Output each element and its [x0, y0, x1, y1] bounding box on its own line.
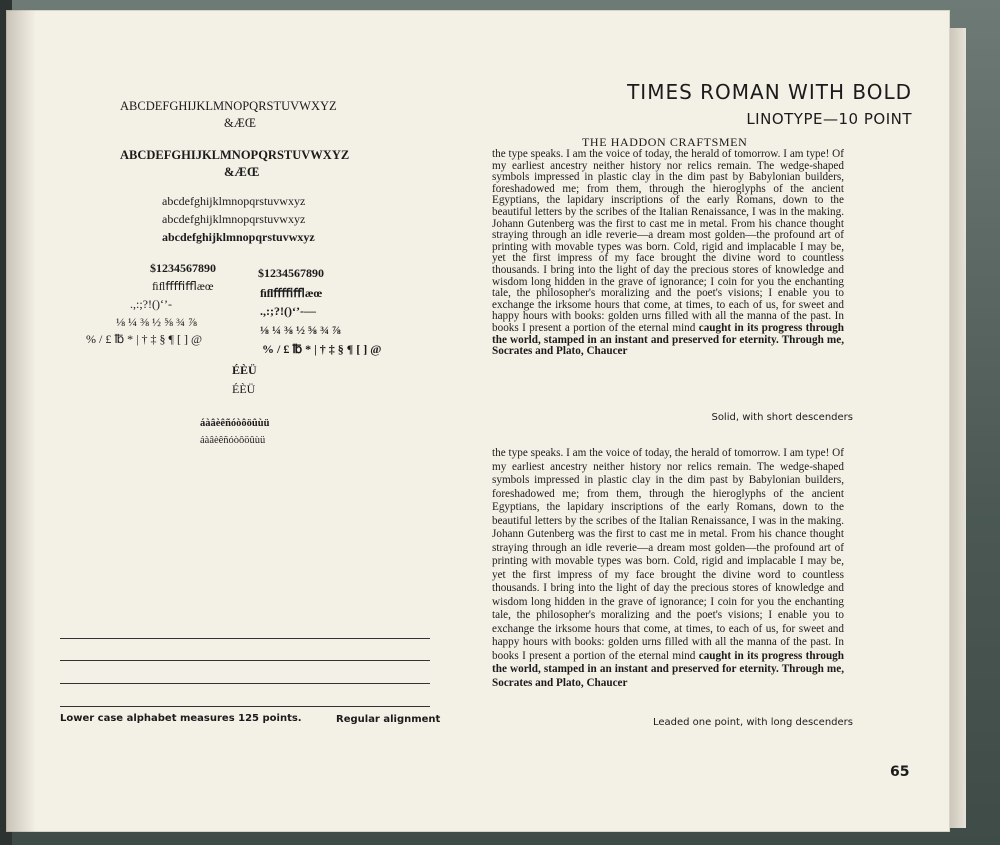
ligatures-roman: ﬁﬂﬀﬃﬄæœ	[152, 279, 214, 293]
accented-lower-roman: áàâèêñóòôöûùü	[200, 435, 266, 446]
fractions-roman: ⅛ ¼ ⅜ ½ ⅝ ¾ ⅞	[116, 315, 197, 329]
ruled-line	[60, 638, 430, 639]
caption-solid: Solid, with short descenders	[711, 412, 853, 423]
ruled-line	[60, 706, 430, 707]
accented-caps-bold: ÉÈÜ	[232, 363, 257, 377]
sample-regular-text: the type speaks. I am the voice of today, the herald of tomorrow. I am type! Of my earliest ancestry neither history nor relics remain. The wedge-shaped symbols impressed in plastic clay in the dim past by Babylonian builders, foreshadowed me; from them, through the hieroglyphs of the ancient Egyptians, the lapidary inscriptions of the early Romans, down to the beautiful letters by the scribes of the Italian Renaissance, I was in the making. Johann Gutenberg was the first to cast me in metal. From his chance thought straying through an idle reverie—a dream most golden—the profound art of printing with movable types was born. Cold, rigid and implacable I may be, yet the first impress of my face brought the divine word to countless thousands. I bring into the light of day the precious stores of knowledge and wisdom long hidden in the grave of ignorance; I coin for you the enchanting tale, the philosopher's moralizing and the poet's visions; I enable you to exchange the irksome hours that come, at times, to each of us, for sweet and happy hours with books: golden urns filled with all the manna of the past. In books I present a portion of the eternal mind	[492, 148, 844, 334]
caps-bold-ligatures: &ÆŒ	[224, 165, 260, 179]
punctuation-roman: .,:;?!()‘’-	[130, 297, 172, 311]
lowercase-roman-alt: abcdefghijklmnopqrstuvwxyz	[162, 212, 306, 226]
alignment-note: Regular alignment	[336, 714, 441, 725]
ligatures-bold: ﬁﬂﬀﬃﬄæœ	[260, 286, 323, 300]
punctuation-bold: .,:;?!()‘’-—	[260, 304, 316, 318]
ruled-line	[60, 660, 430, 661]
caps-roman-ligatures: &ÆŒ	[224, 116, 256, 130]
caps-roman: ABCDEFGHIJKLMNOPQRSTUVWXYZ	[120, 99, 337, 113]
gutter-shadow	[6, 10, 36, 832]
fractions-bold: ⅛ ¼ ⅜ ½ ⅝ ¾ ⅞	[260, 323, 341, 337]
lowercase-roman: abcdefghijklmnopqrstuvwxyz	[162, 194, 306, 208]
caption-leaded: Leaded one point, with long descenders	[652, 717, 853, 728]
lowercase-bold: abcdefghijklmnopqrstuvwxyz	[162, 230, 315, 244]
accented-lower-bold: áàâèêñóòôöûùü	[200, 418, 270, 429]
sample-bold-text: caught in its progress through the world, stamped in an instant and preserved for eternity. Through me, Socrates and Plato, Chaucer	[492, 649, 844, 689]
page-edges	[948, 28, 966, 828]
figures-roman: $1234567890	[150, 261, 216, 275]
measure-note: Lower case alphabet measures 125 points.	[60, 713, 302, 724]
page-subtitle: LINOTYPE—10 POINT	[746, 110, 912, 128]
page-title: TIMES ROMAN WITH BOLD	[627, 80, 912, 104]
symbols-roman: % / £ ℔ * | † ‡ § ¶ [ ] @	[86, 332, 203, 346]
sample-regular-text: the type speaks. I am the voice of today, the herald of tomorrow. I am type! Of my earliest ancestry neither history nor relics remain. The wedge-shaped symbols impressed in plastic clay in the dim past by Babylonian builders, foreshadowed me; from them, through the hieroglyphs of the ancient Egyptians, the lapidary inscriptions of the early Romans, down to the beautiful letters by the scribes of the Italian Renaissance, I was in the making. Johann Gutenberg was the first to cast me in metal. From his chance thought straying through an idle reverie—a dream most golden—the profound art of printing with movable types was born. Cold, rigid and implacable I may be, yet the first impress of my face brought the divine word to countless thousands. I bring into the light of day the precious stores of knowledge and wisdom long hidden in the grave of ignorance; I coin for you the enchanting tale, the philosopher's moralizing and the poet's visions; I enable you to exchange the irksome hours that come, at times, to each of us, for sweet and happy hours with books: golden urns filled with all the manna of the past. In books I present a portion of the eternal mind	[492, 447, 844, 662]
symbols-bold: % / £ ℔ * | † ‡ § ¶ [ ] @	[262, 342, 382, 356]
figures-bold: $1234567890	[258, 266, 324, 280]
text-sample-solid	[492, 149, 844, 358]
sample-bold-text: caught in its progress through the world, stamped in an instant and preserved for eternity. Through me, Socrates and Plato, Chaucer	[492, 321, 844, 358]
ruled-line	[60, 683, 430, 684]
text-sample-leaded	[492, 447, 844, 690]
accented-caps-roman: ÉÈÜ	[232, 382, 256, 396]
firm-name: THE HADDON CRAFTSMEN	[582, 135, 748, 149]
page-number: 65	[890, 764, 910, 780]
caps-bold: ABCDEFGHIJKLMNOPQRSTUVWXYZ	[120, 148, 350, 162]
